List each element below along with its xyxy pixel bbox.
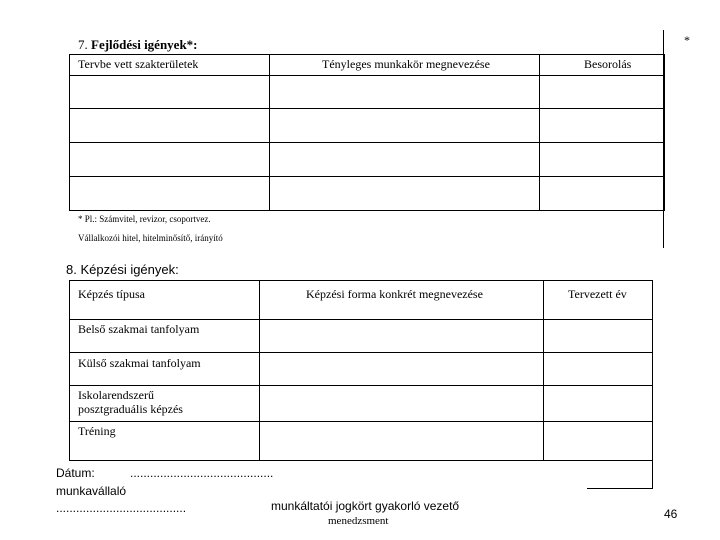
- manager-label: munkáltatói jogkört gyakorló vezető: [271, 499, 460, 513]
- date-dots[interactable]: ...........................................: [130, 466, 274, 480]
- table-cell[interactable]: [539, 142, 665, 177]
- table-cell[interactable]: [69, 75, 270, 109]
- section7-number: 7.: [78, 37, 88, 52]
- row-label-training: Tréning: [78, 424, 116, 438]
- section7-title: [78, 37, 198, 53]
- table-cell[interactable]: [269, 142, 540, 177]
- section7-header-classification: Besorolás: [584, 57, 632, 71]
- table-cell[interactable]: [539, 108, 665, 143]
- table-cell[interactable]: [543, 319, 653, 353]
- row-label-internal-training: Belső szakmai tanfolyam: [78, 322, 200, 336]
- section7-title-text: Fejlődési igények*:: [91, 37, 198, 52]
- table-cell[interactable]: [259, 319, 544, 353]
- table-cell[interactable]: [259, 421, 544, 461]
- signature-line: [587, 488, 653, 489]
- section8-title: 8. Képzési igények:: [66, 262, 179, 277]
- table-cell[interactable]: [269, 108, 540, 143]
- table-cell[interactable]: [69, 142, 270, 177]
- table-cell[interactable]: [543, 385, 653, 422]
- management-label: menedzsment: [328, 515, 389, 527]
- section8-header-form: Képzési forma konkrét megnevezése: [306, 287, 483, 301]
- employee-label: munkavállaló: [56, 484, 127, 498]
- section8-header-type: Képzés típusa: [78, 287, 145, 301]
- section7-footnote-2: Vállalkozói hitel, hitelminősítő, irányító: [78, 233, 223, 243]
- section7-asterisk: *: [684, 33, 690, 47]
- table-cell[interactable]: [269, 176, 540, 211]
- date-label: Dátum:: [56, 466, 95, 480]
- table-cell[interactable]: [69, 108, 270, 143]
- table-cell[interactable]: [543, 352, 653, 386]
- employee-signature-dots[interactable]: .......................................: [56, 501, 187, 515]
- section7-header-job: Tényleges munkakör megnevezése: [322, 57, 490, 71]
- table-cell[interactable]: [259, 385, 544, 422]
- row-label-external-training: Külső szakmai tanfolyam: [78, 356, 201, 370]
- section8-right-rule: [652, 460, 653, 488]
- row-label-postgraduate: Iskolarendszerű posztgraduális képzés: [78, 388, 183, 416]
- table-cell[interactable]: [543, 421, 653, 461]
- section8-header-year: Tervezett év: [568, 287, 627, 301]
- table-cell[interactable]: [69, 176, 270, 211]
- section7-footnote-1: * Pl.: Számvitel, revizor, csoportvez.: [78, 214, 211, 224]
- table-cell[interactable]: [269, 75, 540, 109]
- table-cell[interactable]: [539, 75, 665, 109]
- section7-header-areas: Tervbe vett szakterületek: [78, 57, 199, 71]
- table-cell[interactable]: [259, 352, 544, 386]
- page-number: 46: [664, 507, 678, 521]
- table-cell[interactable]: [539, 176, 665, 211]
